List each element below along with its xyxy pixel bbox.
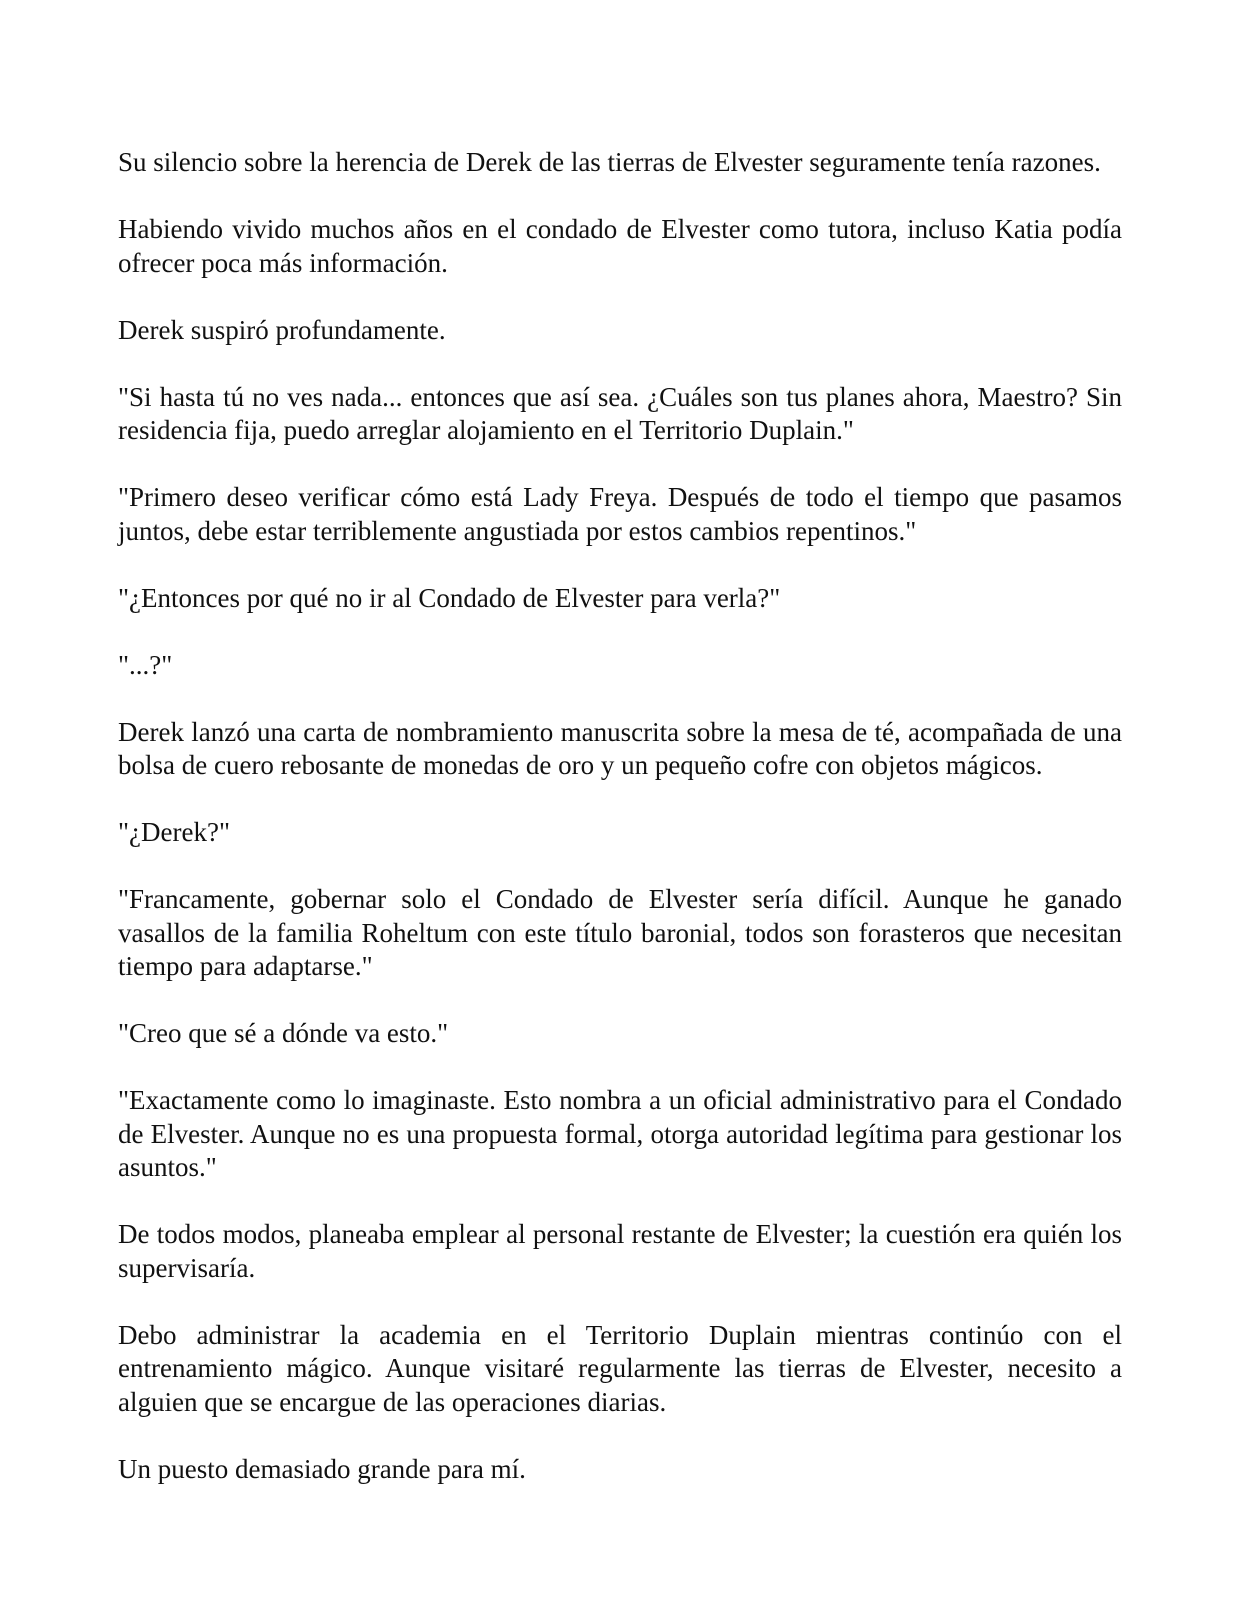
paragraph-5: "Primero deseo verificar cómo está Lady Freya. Después de todo el tiempo que pasamos juntos, debe estar terriblemente angustiada por estos cambios repentinos."	[118, 482, 1122, 546]
paragraph-6: "¿Entonces por qué no ir al Condado de Elvester para verla?"	[118, 582, 781, 613]
paragraph-9: "¿Derek?"	[118, 817, 230, 847]
paragraph-3: Derek suspiró profundamente.	[118, 314, 446, 345]
paragraph-4: "Si hasta tú no ves nada... entonces que así sea. ¿Cuáles son tus planes ahora, Maestro? Sin residencia fija, puedo arreglar alojamiento en el Territorio Duplain."	[118, 381, 1122, 445]
paragraph-8: Derek lanzó una carta de nombramiento manuscrita sobre la mesa de té, acompañada de una bolsa de cuero rebosante de monedas de oro y un pequeño cofre con objetos mágicos.	[118, 716, 1122, 780]
paragraph-7: "...?"	[118, 649, 173, 680]
paragraph-12: "Exactamente como lo imaginaste. Esto nombra a un oficial administrativo para el Condado de Elvester. Aunque no es una propuesta formal, otorga autoridad legítima para gestionar los asuntos."	[118, 1085, 1122, 1182]
paragraph-13: De todos modos, planeaba emplear al personal restante de Elvester; la cuestión era quién los supervisaría.	[118, 1219, 1122, 1283]
paragraph-11: "Creo que sé a dónde va esto."	[118, 1018, 449, 1048]
paragraph-1: Su silencio sobre la herencia de Derek de las tierras de Elvester seguramente tenía razones.	[118, 147, 1101, 177]
document-page	[118, 146, 1122, 1486]
paragraph-10: "Francamente, gobernar solo el Condado de Elvester sería difícil. Aunque he ganado vasallos de la familia Roheltum con este título baronial, todos son forasteros que necesitan tiempo para adaptarse."	[118, 884, 1122, 981]
paragraph-14: Debo administrar la academia en el Territorio Duplain mientras continúo con el entrenamiento mágico. Aunque visitaré regularmente las tierras de Elvester, necesito a alguien que se encargue de las operaciones diarias.	[118, 1319, 1122, 1417]
paragraph-2: Habiendo vivido muchos años en el condado de Elvester como tutora, incluso Katia podía ofrecer poca más información.	[118, 214, 1122, 278]
paragraph-15: Un puesto demasiado grande para mí.	[118, 1453, 526, 1484]
